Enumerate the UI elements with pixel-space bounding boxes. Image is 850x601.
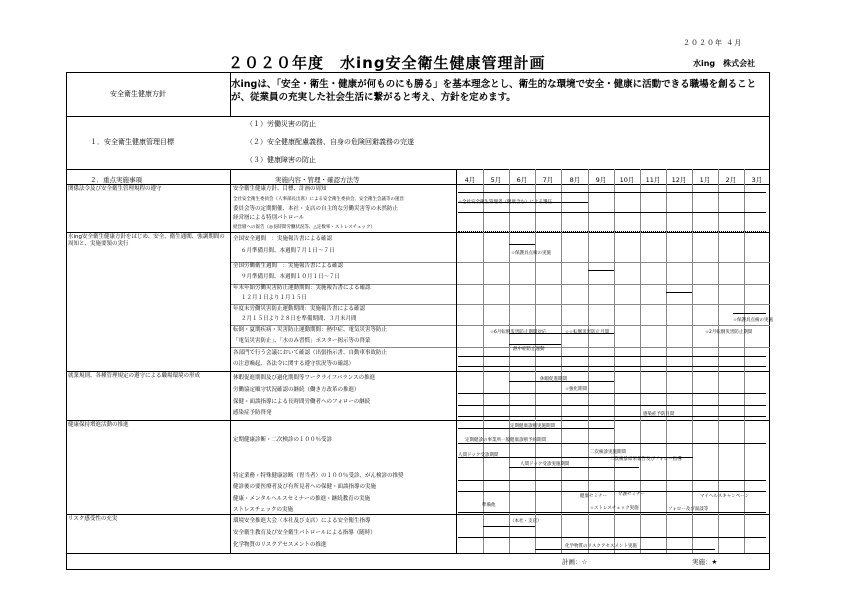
row-text: 健診後の要医療者及び有所見者への保健・面談指導の実施 xyxy=(233,484,377,490)
schedule-note: 二次検診結果報告及びフォロー指導 xyxy=(610,457,682,462)
row-text: 年度末労働災害防止運動期間：実施報告書による確認 xyxy=(233,306,366,312)
row-text: 労働協定順守状況確認の継続（働き方改革の推進） xyxy=(233,387,360,393)
row-text: 各部門で行う会議において確認（出張指示書、自動車事故防止 xyxy=(233,350,388,356)
divider xyxy=(66,553,770,554)
divider xyxy=(66,116,770,117)
goal-item: （１）労働災害の防止 xyxy=(246,120,316,128)
month-header: 11月 xyxy=(645,176,661,184)
legend-done: 実施：★ xyxy=(692,558,718,566)
schedule-note: 休暇促進期間 xyxy=(540,377,567,382)
section-label: 関係法令及び安全衛生管理規程の遵守 xyxy=(68,186,162,192)
row-text: ６月準備月間、本週間７月１日〜７日 xyxy=(241,248,335,254)
row-text: 環境安全推進大会（本社及び支店）による安全衛生指導 xyxy=(233,518,371,524)
row-text: 年末年始労働災害防止運動期間：実施報告書による確認 xyxy=(233,285,371,291)
divider xyxy=(230,169,231,553)
schedule-bar xyxy=(535,549,715,550)
page-title: ２０２０年度 水ing安全衛生健康管理計画 xyxy=(228,54,546,72)
row-text: 健康・メンタルヘルスセミナーの推進・継続教育の実施 xyxy=(233,496,371,502)
content-header: 実施内容・管理・確認方法等 xyxy=(275,176,360,184)
month-header: 2月 xyxy=(725,176,737,184)
section-header: ２．重点実施事項 xyxy=(90,176,142,184)
divider xyxy=(66,371,770,372)
schedule-bar xyxy=(458,192,766,193)
section-label: リスク感受性の充実 xyxy=(68,516,118,522)
schedule-note: ☆6月転倒災害防止期間対応 xyxy=(490,330,547,335)
schedule-bar xyxy=(458,480,766,481)
divider xyxy=(66,169,770,170)
row-text: 全国労働衛生週間 ：実施報告書による確認 xyxy=(233,263,344,269)
schedule-note: ☆強化期間 xyxy=(565,387,588,392)
schedule-bar xyxy=(458,393,766,394)
schedule-bar xyxy=(666,292,692,293)
schedule-note: 健康セミナー xyxy=(580,494,607,499)
row-text: ストレスチェックの実施 xyxy=(233,507,294,513)
schedule-bar xyxy=(509,344,561,345)
legend-plan: 計画：☆ xyxy=(562,558,588,566)
schedule-note: 定期健康診断実施期間 xyxy=(510,424,555,429)
row-text: 全国安全週間 ：実施報告書による確認 xyxy=(233,236,333,242)
schedule-bar xyxy=(588,270,614,271)
policy-label: 安全衛生健康方針 xyxy=(110,90,166,98)
row-text: 特定業務・特殊健康診断（胃当者）の１００％受診、がん検診の推奨 xyxy=(233,473,404,479)
month-header: 4月 xyxy=(464,176,476,184)
month-divider xyxy=(509,169,510,553)
schedule-bar xyxy=(458,443,766,444)
month-header: 12月 xyxy=(671,176,687,184)
schedule-bar xyxy=(733,313,766,314)
row-text: 定期健康診断・二次検診の１００％受診 xyxy=(233,437,333,443)
row-text: 経営層への報告（◎長時間労働状況等、△定数率・ストレスチェック） xyxy=(233,225,376,230)
row-text: 全社安全衛生委員会（人事部長出席）による安全衛生委員会、安全衛生会議等の運営 xyxy=(233,197,404,202)
schedule-note: 化学物質のリスクアセスメント実施 xyxy=(565,544,637,549)
schedule-note: ☆2月転倒災害防止期間 xyxy=(705,330,753,335)
schedule-note: フォロー及び面談等 xyxy=(668,507,709,512)
row-text: ２月１５日より２８日を準備期間、３月末月間 xyxy=(241,316,357,322)
schedule-note: ☆保護具点検の実施 xyxy=(733,318,774,323)
schedule-note: ☆全社安全衛生管理者（健康含む）による選任 xyxy=(458,200,553,205)
month-divider xyxy=(666,169,667,553)
row-divider xyxy=(231,347,770,348)
month-header: 8月 xyxy=(569,176,581,184)
schedule-note: （本社・支店） xyxy=(510,519,542,524)
month-divider xyxy=(561,169,562,553)
schedule-note: 人間ドック受診実施期間 xyxy=(520,462,570,467)
schedule-bar xyxy=(458,212,766,213)
month-header: 3月 xyxy=(751,176,763,184)
row-text: 保健・面談指導による長時間労働者へのフォローの継続 xyxy=(233,399,371,405)
row-text: の注意喚起、各法令に関する遵守状況等の確認） xyxy=(233,361,355,367)
row-text: 安全衛生教育及び安全衛生パトロールによる指導（随時） xyxy=(233,530,376,536)
divider xyxy=(66,420,770,421)
schedule-note: 人間ドック受診期間 xyxy=(458,453,499,458)
section-label: 就業規則、各種管理規定の遵守による職場環境の形成 xyxy=(68,373,201,379)
schedule-bar xyxy=(458,416,766,417)
month-header: 10月 xyxy=(619,176,635,184)
row-divider xyxy=(231,325,770,326)
schedule-bar xyxy=(458,366,766,367)
row-text: 休暇促進期間及び過化期間等ワークライフバランスの推進 xyxy=(233,375,376,381)
schedule-bar xyxy=(458,231,766,232)
date-label: ２０２０年 ４月 xyxy=(683,39,743,47)
policy-text: 水ingは、「安全・衛生・健康が何ものにも勝る」を基本理念とし、衛生的な環境で安全・健康に活動できる職場を創ることが、従業員の充実した社会生活に繋がると考え、方針を定めます。 xyxy=(231,79,757,103)
schedule-bar xyxy=(458,537,766,538)
schedule-note: ☆保護具点検の実施 xyxy=(511,251,552,256)
schedule-note: 介護セミナー xyxy=(618,492,645,497)
row-text: 経営層による特別パトロール xyxy=(233,215,305,221)
month-header: 7月 xyxy=(542,176,554,184)
month-divider xyxy=(692,169,693,553)
month-divider xyxy=(483,169,484,553)
divider xyxy=(456,169,457,553)
row-text: ９月準備月間、本週間１０月１日〜７日 xyxy=(241,274,341,280)
schedule-note: 感染症予防月間 xyxy=(643,412,675,417)
schedule-note: 熱中症防止運動 xyxy=(513,347,545,352)
month-header: 1月 xyxy=(699,176,711,184)
schedule-bar xyxy=(509,467,639,468)
schedule-note: 定期健診の事業所一般健康診断予約期間 xyxy=(465,438,546,443)
schedule-bar xyxy=(458,356,766,357)
schedule-bar xyxy=(458,491,766,492)
schedule-bar xyxy=(458,405,766,406)
row-text: 「電気災害防止」、「水のみ習慣」ポスター掲示等の啓蒙 xyxy=(233,338,371,344)
month-divider xyxy=(614,169,615,553)
row-text: 化学物質のリスクアセスメントの推進 xyxy=(233,542,327,548)
company-name: 水ing 株式会社 xyxy=(693,59,756,68)
schedule-bar xyxy=(483,526,535,527)
row-text: １２月１日より１月１５日 xyxy=(241,295,308,301)
schedule-note: マイヘルスキャンペーン xyxy=(700,494,750,499)
schedule-note: 二次検診実施期間 xyxy=(590,450,626,455)
goal-item: （２）安全健康配慮義務、自身の危険回避義務の完遂 xyxy=(246,138,414,146)
row-text: 転倒・夏期疾病・災害防止運動期間：熱中症、電気災害等防止 xyxy=(233,327,388,333)
month-header: 5月 xyxy=(490,176,502,184)
schedule-bar xyxy=(458,512,766,513)
schedule-note: ☆☆転倒災害防止月間 xyxy=(565,330,610,335)
row-divider xyxy=(231,304,770,305)
row-text: 安全衛生健康方針、目標、計画の周知 xyxy=(233,186,327,192)
month-header: 6月 xyxy=(516,176,528,184)
divider xyxy=(66,232,770,233)
goals-label: １．安全衛生健康管理目標 xyxy=(90,138,174,146)
schedule-bar xyxy=(509,244,535,245)
schedule-note: ☆ストレスチェック実施 xyxy=(590,506,639,511)
goal-item: （３）健康障害の防止 xyxy=(246,156,316,164)
divider xyxy=(66,184,770,185)
row-text: 感染症予防啓発 xyxy=(233,410,272,416)
row-text: 委員会等の定期開催、本社・支店の自主的な労働災害等の未然防止 xyxy=(233,206,399,212)
divider xyxy=(66,514,770,515)
section-label: 水ing安全衛生健康方針をはじめ、安全、衛生通閲、強調期間の周知と、実施要領の実行 xyxy=(68,234,225,247)
schedule-note: 準備他 xyxy=(482,503,496,508)
month-header: 9月 xyxy=(595,176,607,184)
month-divider xyxy=(535,169,536,553)
section-label: 健康保持増進活動の推進 xyxy=(68,422,129,428)
